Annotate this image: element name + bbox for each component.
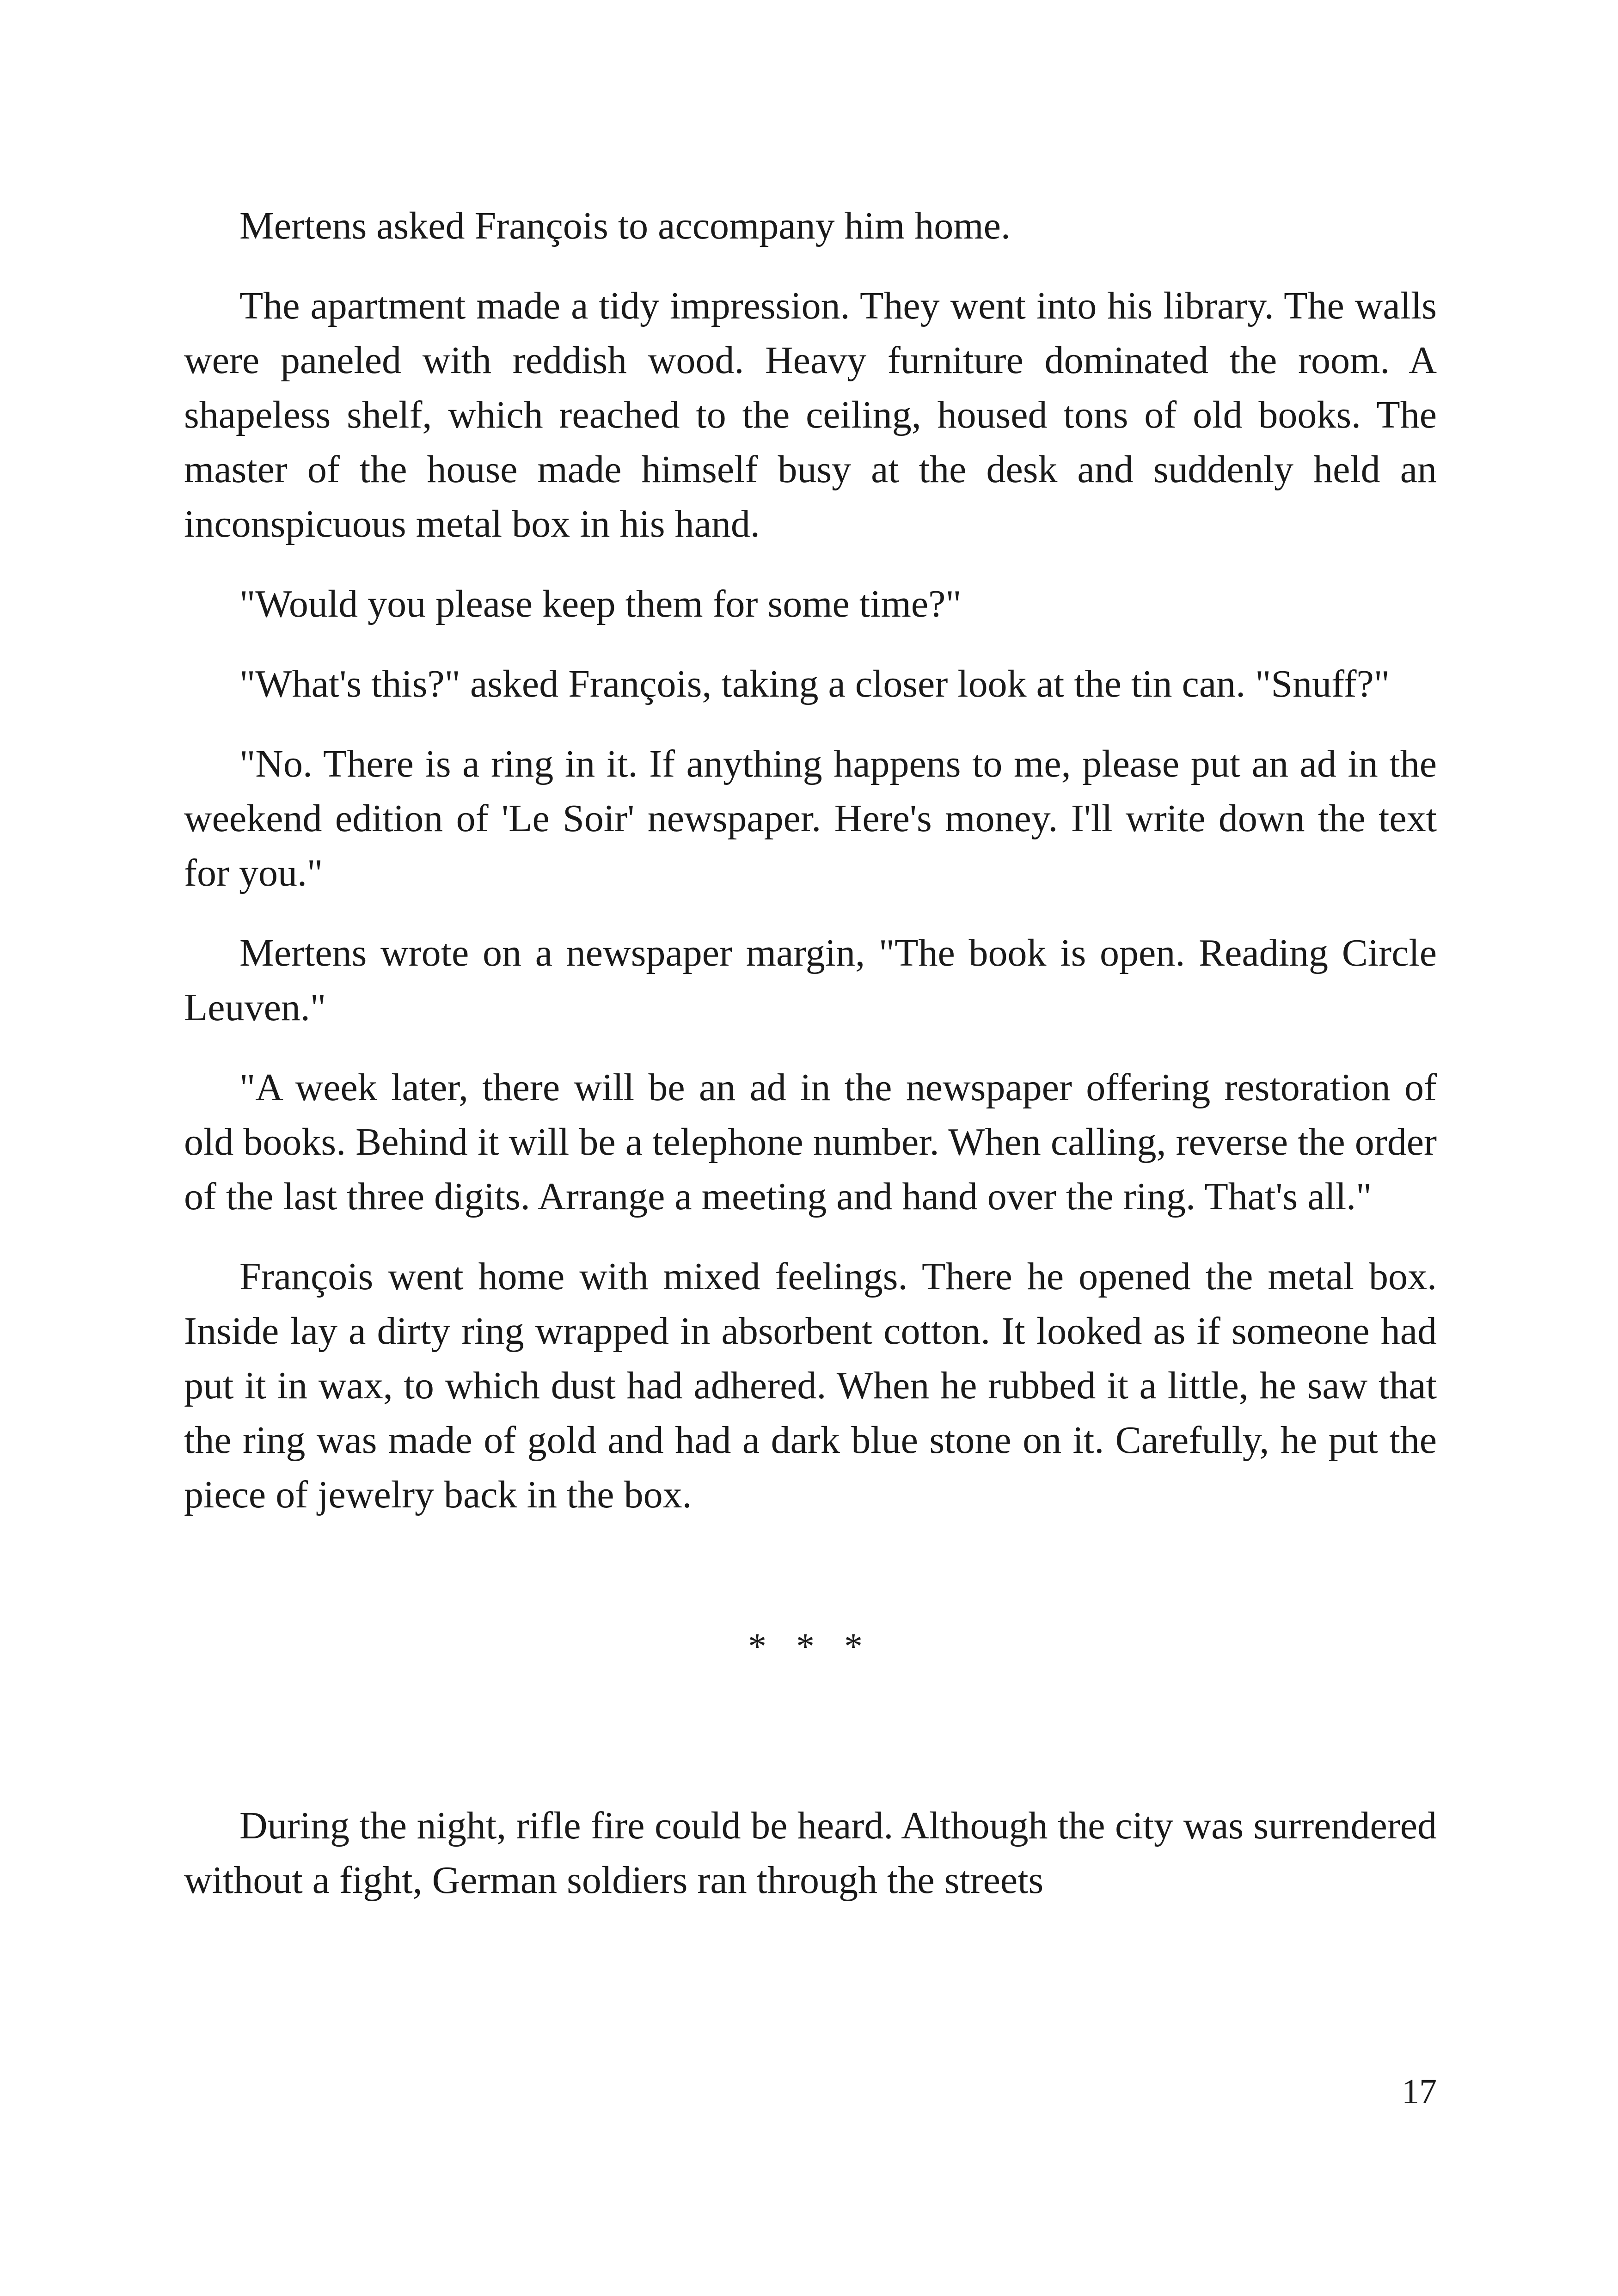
section-separator: * * * bbox=[748, 1626, 873, 1667]
paragraph: During the night, rifle fire could be heard. Although the city was surrendered without a fight, German soldiers ran through the streets bbox=[184, 1804, 1437, 1902]
paragraph: François went home with mixed feelings. There he opened the metal box. Inside lay a dirty ring wrapped in absorbent cotton. It looked as if someone had put it in wax, to which dust had adhered. When he rubbed it a little, he saw that the ring was made of gold and had a dark blue stone on it. Carefully, he put the piece of jewelry back in the box. bbox=[184, 1255, 1437, 1516]
page-body bbox=[184, 199, 1437, 1933]
paragraph: "Would you please keep them for some time?" bbox=[239, 582, 962, 625]
paragraph: Mertens wrote on a newspaper margin, "The book is open. Reading Circle Leuven." bbox=[184, 931, 1437, 1029]
paragraph: "No. There is a ring in it. If anything happens to me, please put an ad in the weekend edition of 'Le Soir' newspaper. Here's money. I'll write down the text for you." bbox=[184, 742, 1437, 894]
page-number: 17 bbox=[1402, 2072, 1437, 2111]
paragraph: The apartment made a tidy impression. They went into his library. The walls were paneled with reddish wood. Heavy furniture dominated the room. A shapeless shelf, which reached to the ceiling, housed tons of old books. The master of the house made himself busy at the desk and suddenly held an inconspicuous metal box in his hand. bbox=[184, 284, 1437, 545]
paragraph: Mertens asked François to accompany him home. bbox=[239, 204, 1011, 247]
paragraph: "What's this?" asked François, taking a closer look at the tin can. "Snuff?" bbox=[239, 662, 1390, 705]
paragraph: "A week later, there will be an ad in the newspaper offering restoration of old books. Behind it will be a telephone number. When calling, reverse the order of the last three digits. Arrange a meeting and hand over the ring. That's all." bbox=[184, 1066, 1437, 1218]
